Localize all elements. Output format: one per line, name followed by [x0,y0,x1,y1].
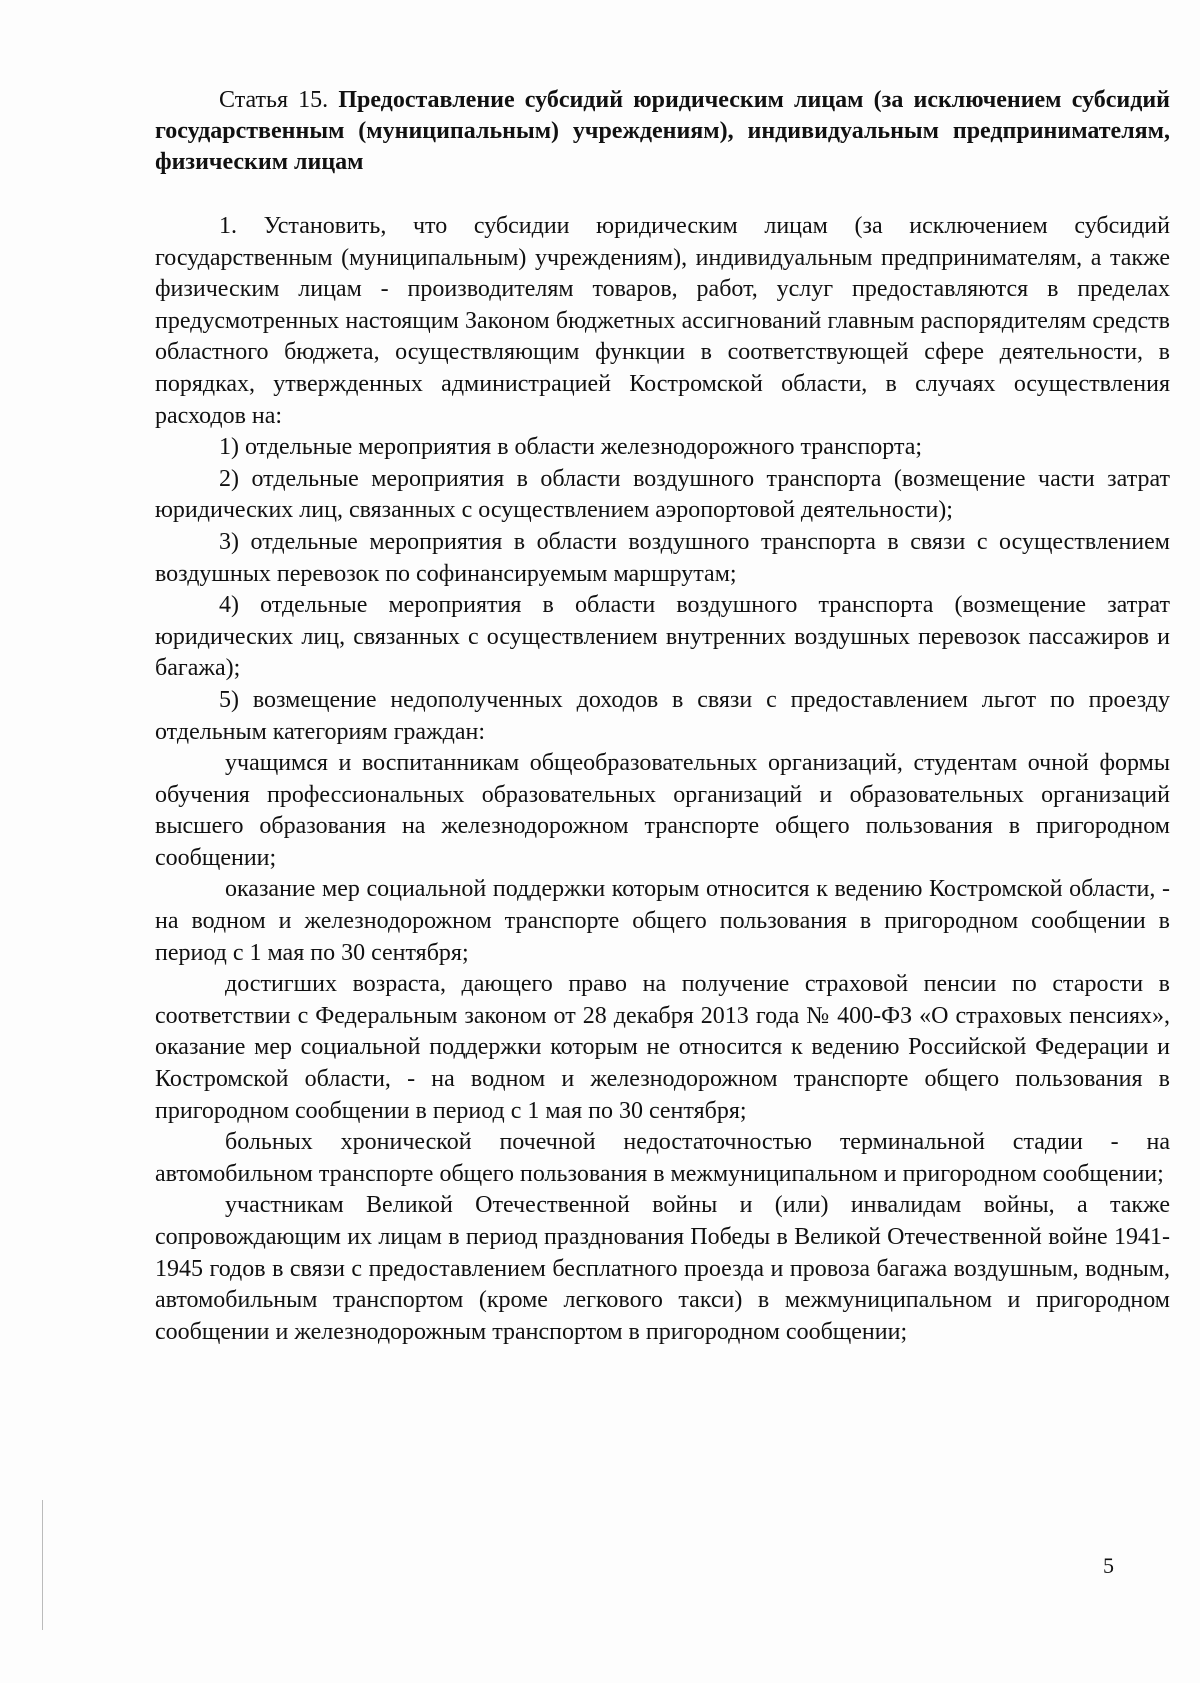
scan-edge-line [42,1500,43,1630]
page-number: 5 [1103,1553,1114,1578]
list-item: 3) отдельные мероприятия в области воздушного транспорта в связи с осуществлением воздушных перевозок по софинансируемым маршрутам; [155,528,1170,587]
article-title: Предоставление субсидий юридическим лицам (за исключением субсидий государственным (муниципальным) учреждениям), индивидуальным предпринимателям, физическим лицам [155,87,1170,175]
sub-item: учащимся и воспитанникам общеобразовательных организаций, студентам очной формы обучения профессиональных образовательных организаций и образовательных организаций высшего образования на железнодорожном транспорте общего пользования в пригородном сообщении; [155,750,1170,871]
document-body [155,85,1170,1348]
list-item: 1) отдельные мероприятия в области железнодорожного транспорта; [219,434,923,461]
list-item: 5) возмещение недополученных доходов в связи с предоставлением льгот по проезду отдельным категориям граждан: [155,686,1170,745]
list-item: 4) отдельные мероприятия в области воздушного транспорта (возмещение затрат юридических лиц, связанных с осуществлением внутренних воздушных перевозок пассажиров и багажа); [155,592,1170,682]
list-item: 2) отдельные мероприятия в области воздушного транспорта (возмещение части затрат юридических лиц, связанных с осуществлением аэропортовой деятельности); [155,465,1170,524]
sub-item: участникам Великой Отечественной войны и (или) инвалидам войны, а также сопровождающим их лицам в период празднования Победы в Великой Отечественной войне 1941-1945 годов в связи с предоставлением бесплатного проезда и провоза багажа воздушным, водным, автомобильным транспортом (кроме легкового такси) в межмуниципальном и пригородном сообщении и железнодорожным транспортом в пригородном сообщении; [155,1192,1170,1345]
article-label: Статья 15. [219,87,329,113]
article-heading [155,85,1170,178]
paragraph: 1. Установить, что субсидии юридическим лицам (за исключением субсидий государственным (муниципальным) учреждениям), индивидуальным предпринимателям, а также физическим лицам - производителям товаров, работ, услуг предоставляются в пределах предусмотренных настоящим Законом бюджетных ассигнований главным распорядителям средств областного бюджета, осуществляющим функции в соответствующей сфере деятельности, в порядках, утвержденных администрацией Костромской области, в случаях осуществления расходов на: [155,213,1170,429]
sub-item: оказание мер социальной поддержки которым относится к ведению Костромской области, - на водном и железнодорожном транспорте общего пользования в пригородном сообщении в период с 1 мая по 30 сентября; [155,876,1170,966]
sub-item: больных хронической почечной недостаточностью терминальной стадии - на автомобильном транспорте общего пользования в межмуниципальном и пригородном сообщении; [155,1129,1170,1187]
sub-item: достигших возраста, дающего право на получение страховой пенсии по старости в соответствии с Федеральным законом от 28 декабря 2013 года № 400-ФЗ «О страховых пенсиях», оказание мер социальной поддержки которым не относится к ведению Российской Федерации и Костромской области, - на водном и железнодорожном транспорте общего пользования в пригородном сообщении в период с 1 мая по 30 сентября; [155,971,1170,1124]
